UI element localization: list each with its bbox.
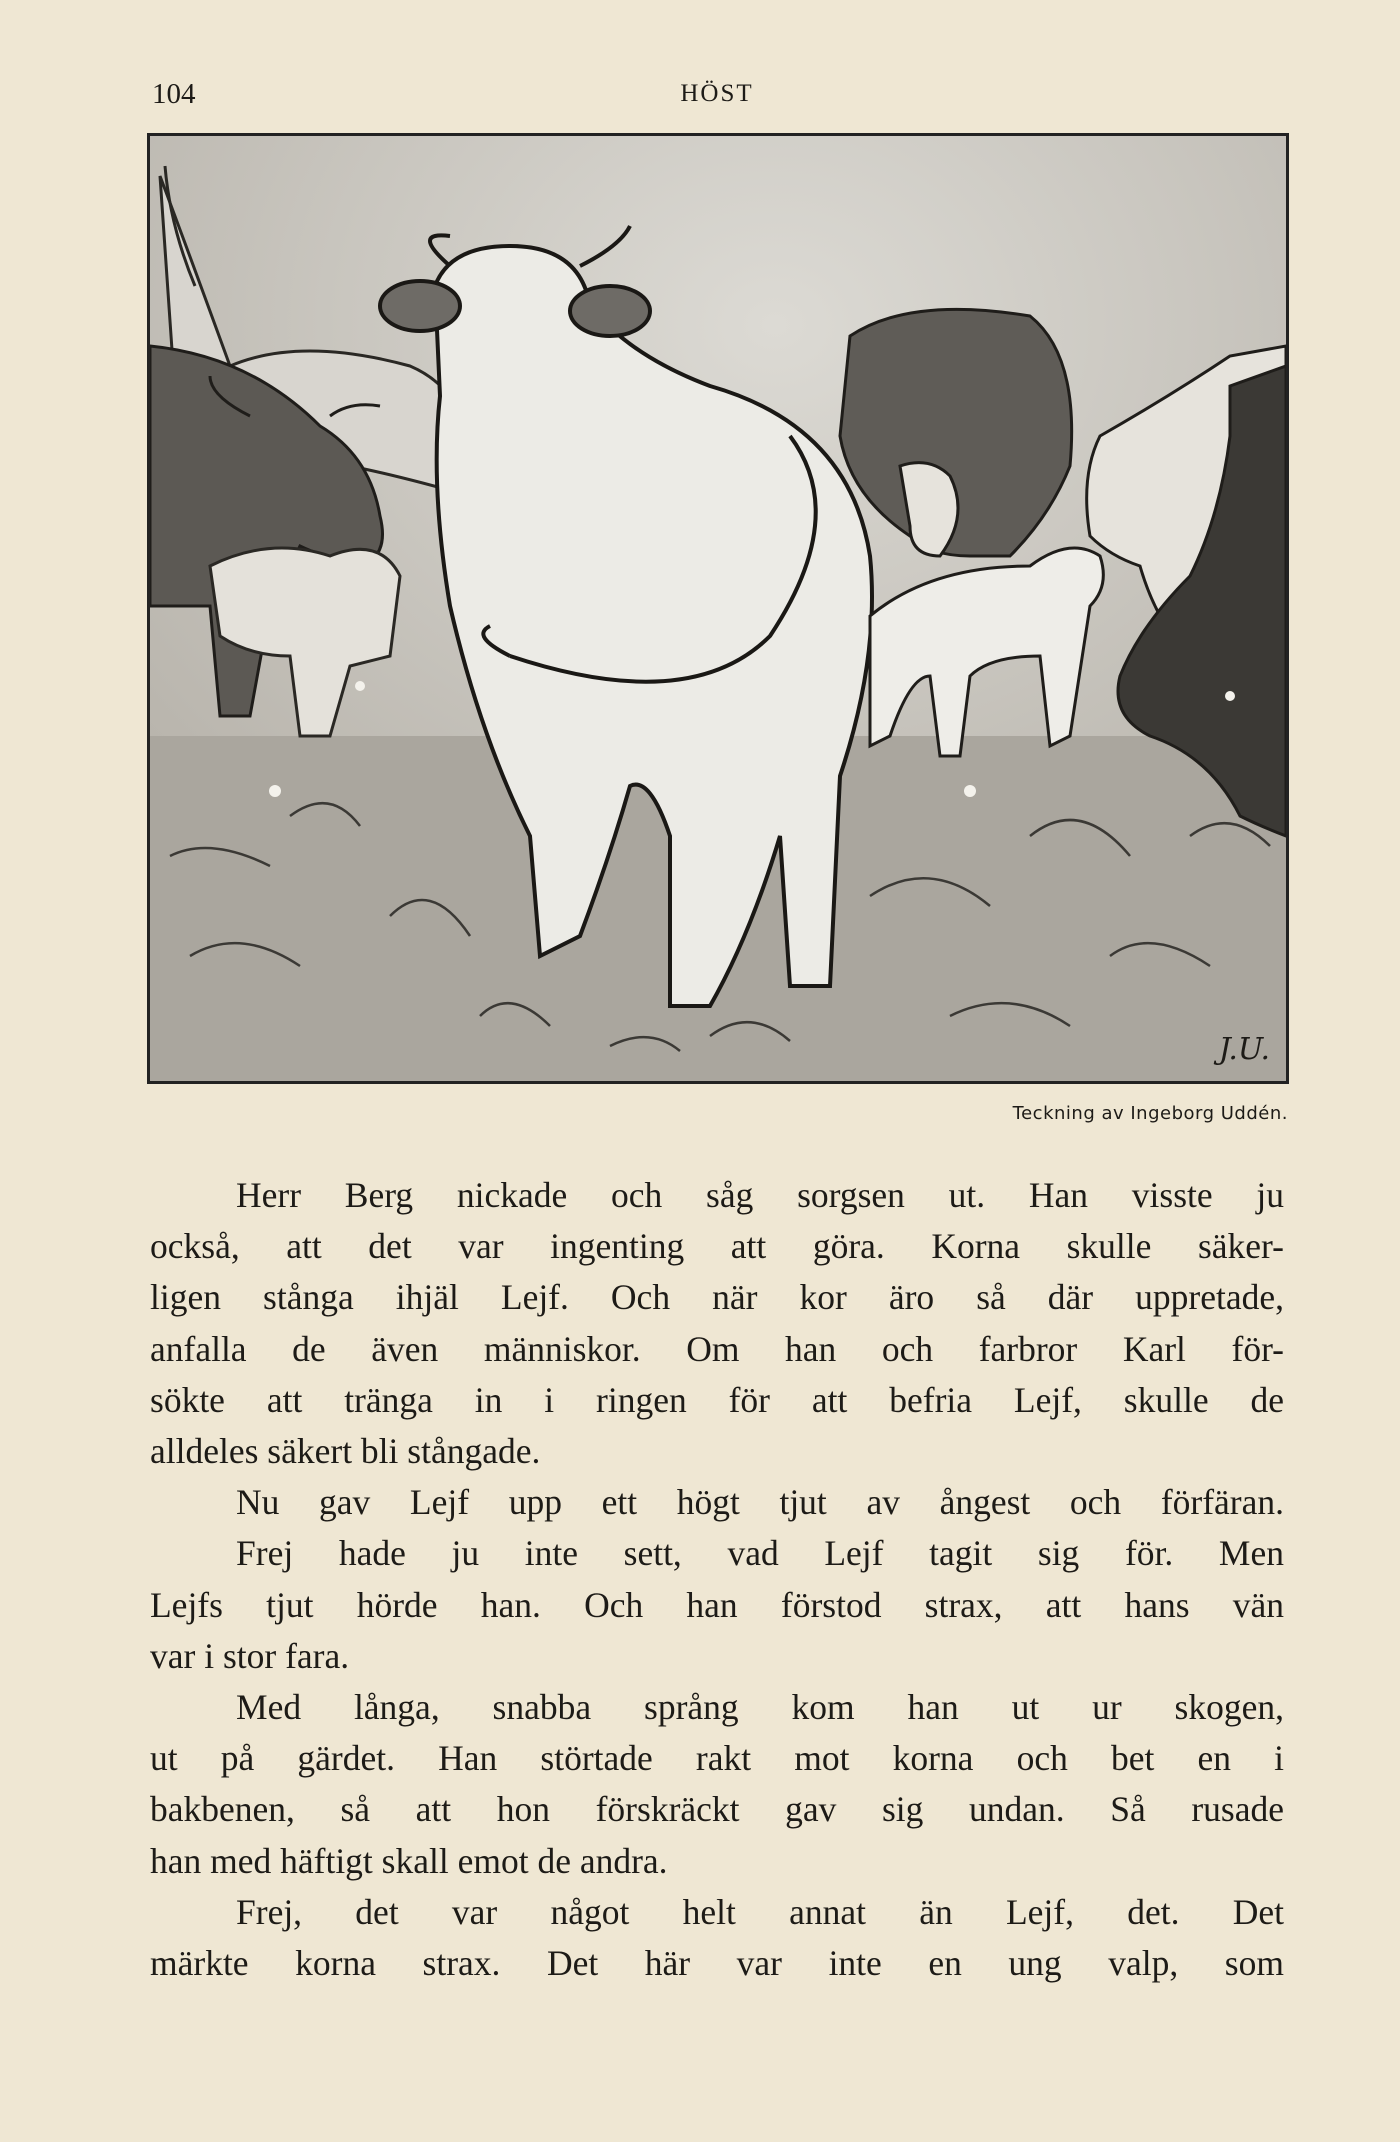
text-line: bakbenen, så att hon förskräckt gav sig undan. Så rusade: [150, 1789, 1284, 1830]
text-line: Nu gav Lejf upp ett högt tjut av ångest och förfäran.: [236, 1482, 1284, 1523]
text-line: Frej, det var något helt annat än Lejf, det. Det: [236, 1891, 1284, 1932]
paragraph: [150, 1528, 1284, 1682]
page-header: [152, 78, 1282, 118]
page-number: 104: [152, 78, 196, 110]
text-line: Med långa, snabba språng kom han ut ur skogen,: [236, 1687, 1284, 1728]
text-line: Lejfs tjut hörde han. Och han förstod strax, att hans vän: [150, 1584, 1284, 1625]
text-line: ligen stånga ihjäl Lejf. Och när kor äro så där uppretade,: [150, 1277, 1284, 1318]
text-line: anfalla de även människor. Om han och farbror Karl för-: [150, 1328, 1284, 1369]
paragraph: [150, 1887, 1284, 1989]
text-line: också, att det var ingenting att göra. Korna skulle säker-: [150, 1226, 1284, 1267]
illustration-drawing: [150, 136, 1286, 1081]
running-title: HÖST: [680, 80, 754, 107]
text-line: ut på gärdet. Han störtade rakt mot korna och bet en i: [150, 1738, 1284, 1779]
text-line: Herr Berg nickade och såg sorgsen ut. Han visste ju: [236, 1175, 1284, 1215]
text-line: Frej hade ju inte sett, vad Lejf tagit sig för. Men: [236, 1533, 1284, 1574]
text-line: märkte korna strax. Det här var inte en ung valp, som: [150, 1943, 1284, 1984]
text-line: han med häftigt skall emot de andra.: [150, 1840, 668, 1881]
paragraph: [150, 1477, 1284, 1528]
text-line: var i stor fara.: [150, 1635, 350, 1676]
paragraph: [150, 1682, 1284, 1887]
text-line: sökte att tränga in i ringen för att befria Lejf, skulle de: [150, 1379, 1284, 1420]
cow-illustration: [147, 133, 1289, 1084]
body-text: [150, 1170, 1284, 1989]
illustration-caption: Teckning av Ingeborg Uddén.: [1012, 1103, 1288, 1124]
text-line: alldeles säkert bli stångade.: [150, 1431, 541, 1472]
artist-signature: J.U.: [1218, 1032, 1270, 1067]
paragraph: [150, 1170, 1284, 1477]
